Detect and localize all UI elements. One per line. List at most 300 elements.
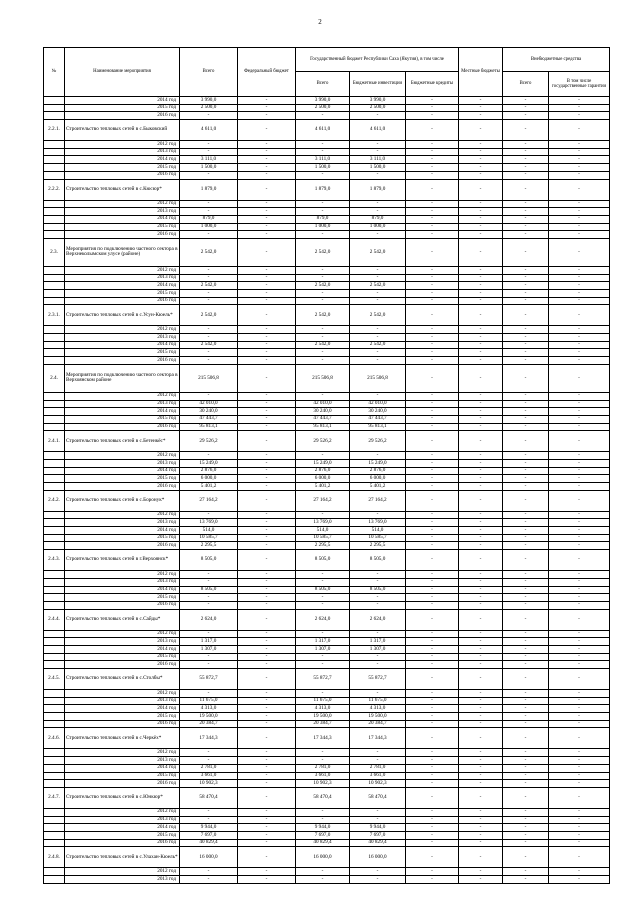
cell-federal: - — [238, 282, 296, 290]
cell-extra-guaranteed: - — [549, 208, 610, 216]
cell-total: 1 317,0 — [180, 638, 238, 646]
cell-extra-guaranteed: - — [549, 141, 610, 149]
cell-local: - — [459, 179, 503, 200]
cell-year: 2013 год — [65, 757, 180, 765]
cell-total: - — [180, 290, 238, 298]
cell-number — [44, 630, 65, 638]
cell-year: 2014 год — [65, 705, 180, 713]
cell-rep-capital: 55 872,7 — [350, 669, 406, 690]
cell-federal: - — [238, 231, 296, 239]
cell-rep-capital: - — [350, 594, 406, 602]
cell-extra-guaranteed: - — [549, 780, 610, 788]
cell-federal: - — [238, 609, 296, 630]
cell-federal: - — [238, 780, 296, 788]
cell-number: 2.4.8. — [44, 847, 65, 868]
cell-local: - — [459, 392, 503, 400]
table-row-year — [44, 586, 610, 594]
cell-federal: - — [238, 215, 296, 223]
cell-year: 2015 год — [65, 349, 180, 357]
cell-rep-capital: 215 506,8 — [350, 364, 406, 392]
cell-rep-capital: 2 500,0 — [350, 104, 406, 112]
cell-local: - — [459, 527, 503, 535]
cell-extra-total: - — [503, 527, 549, 535]
table-row-item — [44, 120, 610, 141]
table-row-year — [44, 831, 610, 839]
cell-measure-name: Строительство тепловых сетей в с.Кюсюр* — [65, 179, 180, 200]
cell-total: 2 624,0 — [180, 609, 238, 630]
cell-number — [44, 297, 65, 305]
table-row-year — [44, 148, 610, 156]
cell-rep-total: 3 111,0 — [296, 156, 350, 164]
cell-number — [44, 690, 65, 698]
table-row-year — [44, 571, 610, 579]
cell-rep-capital: - — [350, 876, 406, 884]
cell-rep-total: - — [296, 452, 350, 460]
cell-number — [44, 511, 65, 519]
cell-rep-total: 1 000,0 — [296, 223, 350, 231]
cell-federal: - — [238, 720, 296, 728]
cell-total: 2 876,0 — [180, 467, 238, 475]
cell-total: - — [180, 392, 238, 400]
cell-measure-name: Строительство тепловых сетей в с.Сайды* — [65, 609, 180, 630]
cell-federal: - — [238, 364, 296, 392]
cell-local: - — [459, 669, 503, 690]
cell-rep-total: 7 697,0 — [296, 831, 350, 839]
cell-rep-credits: - — [406, 156, 459, 164]
cell-extra-guaranteed: - — [549, 847, 610, 868]
cell-rep-capital: 42 010,0 — [350, 400, 406, 408]
cell-rep-credits: - — [406, 816, 459, 824]
cell-extra-total: - — [503, 542, 549, 550]
table-row-year — [44, 231, 610, 239]
cell-number — [44, 171, 65, 179]
table-row-year — [44, 483, 610, 491]
cell-year: 2015 год — [65, 104, 180, 112]
cell-federal: - — [238, 408, 296, 416]
cell-local: - — [459, 483, 503, 491]
cell-local: - — [459, 326, 503, 334]
cell-federal: - — [238, 141, 296, 149]
cell-rep-credits: - — [406, 483, 459, 491]
cell-rep-capital: 40 829,4 — [350, 839, 406, 847]
cell-rep-credits: - — [406, 120, 459, 141]
cell-rep-credits: - — [406, 164, 459, 172]
cell-total: - — [180, 452, 238, 460]
cell-number — [44, 808, 65, 816]
cell-extra-guaranteed: - — [549, 757, 610, 765]
cell-extra-total: - — [503, 571, 549, 579]
cell-extra-guaranteed: - — [549, 364, 610, 392]
cell-rep-credits: - — [406, 839, 459, 847]
cell-year: 2013 год — [65, 459, 180, 467]
cell-rep-capital: - — [350, 141, 406, 149]
cell-total: - — [180, 571, 238, 579]
cell-rep-capital: - — [350, 334, 406, 342]
cell-rep-capital: - — [350, 601, 406, 609]
table-row-item — [44, 238, 610, 266]
cell-extra-guaranteed: - — [549, 609, 610, 630]
cell-rep-credits: - — [406, 357, 459, 365]
cell-year: 2016 год — [65, 231, 180, 239]
cell-total: - — [180, 808, 238, 816]
cell-rep-capital: 3 990,0 — [350, 97, 406, 105]
cell-rep-credits: - — [406, 808, 459, 816]
cell-local: - — [459, 661, 503, 669]
cell-extra-guaranteed: - — [549, 831, 610, 839]
cell-total: - — [180, 690, 238, 698]
cell-rep-credits: - — [406, 171, 459, 179]
cell-rep-credits: - — [406, 757, 459, 765]
cell-rep-capital: - — [350, 208, 406, 216]
cell-federal: - — [238, 156, 296, 164]
cell-extra-total: - — [503, 511, 549, 519]
cell-rep-capital: 2 542,0 — [350, 282, 406, 290]
cell-rep-capital: - — [350, 148, 406, 156]
cell-rep-capital: 1 000,0 — [350, 223, 406, 231]
cell-rep-capital: 15 249,0 — [350, 459, 406, 467]
cell-rep-total: - — [296, 594, 350, 602]
cell-rep-capital: - — [350, 171, 406, 179]
cell-rep-capital: 17 344,3 — [350, 728, 406, 749]
cell-year: 2012 год — [65, 571, 180, 579]
cell-rep-total: 2 295,5 — [296, 542, 350, 550]
cell-rep-capital: 9 944,0 — [350, 824, 406, 832]
table-row-year — [44, 542, 610, 550]
cell-extra-total: - — [503, 697, 549, 705]
cell-local: - — [459, 824, 503, 832]
cell-rep-credits: - — [406, 728, 459, 749]
cell-rep-credits: - — [406, 179, 459, 200]
table-row-year — [44, 164, 610, 172]
cell-extra-total: - — [503, 780, 549, 788]
cell-federal: - — [238, 519, 296, 527]
cell-local: - — [459, 364, 503, 392]
table-row-year — [44, 326, 610, 334]
cell-local: - — [459, 200, 503, 208]
cell-rep-total: 4 611,0 — [296, 120, 350, 141]
cell-rep-total: - — [296, 200, 350, 208]
cell-extra-guaranteed: - — [549, 349, 610, 357]
cell-rep-total: 514,0 — [296, 527, 350, 535]
cell-rep-total: - — [296, 334, 350, 342]
cell-year: 2012 год — [65, 630, 180, 638]
cell-extra-total: - — [503, 141, 549, 149]
table-body — [44, 97, 610, 884]
cell-total: - — [180, 630, 238, 638]
cell-extra-guaranteed: - — [549, 400, 610, 408]
cell-extra-total: - — [503, 392, 549, 400]
cell-rep-credits: - — [406, 223, 459, 231]
cell-measure-name: Строительство тепловых сетей в с.Столбы* — [65, 669, 180, 690]
cell-rep-capital: 13 769,0 — [350, 519, 406, 527]
cell-rep-total: - — [296, 349, 350, 357]
cell-year: 2012 год — [65, 511, 180, 519]
cell-extra-guaranteed: - — [549, 431, 610, 452]
table-row-year — [44, 638, 610, 646]
cell-extra-guaranteed: - — [549, 341, 610, 349]
cell-federal: - — [238, 705, 296, 713]
cell-total: 58 470,4 — [180, 787, 238, 808]
cell-local: - — [459, 578, 503, 586]
cell-rep-total: - — [296, 148, 350, 156]
cell-rep-credits: - — [406, 415, 459, 423]
table-row-year — [44, 839, 610, 847]
cell-extra-total: - — [503, 705, 549, 713]
table-row-year — [44, 720, 610, 728]
cell-rep-total: 5 401,2 — [296, 483, 350, 491]
cell-rep-credits: - — [406, 847, 459, 868]
cell-local: - — [459, 764, 503, 772]
cell-rep-capital: 3 111,0 — [350, 156, 406, 164]
cell-rep-credits: - — [406, 764, 459, 772]
cell-number — [44, 645, 65, 653]
table-row-year — [44, 816, 610, 824]
cell-rep-total: 20 384,7 — [296, 720, 350, 728]
cell-rep-capital: - — [350, 392, 406, 400]
cell-rep-credits: - — [406, 571, 459, 579]
cell-extra-guaranteed: - — [549, 868, 610, 876]
cell-number — [44, 571, 65, 579]
cell-rep-capital: 11 675,0 — [350, 697, 406, 705]
cell-rep-capital: 6 000,0 — [350, 475, 406, 483]
cell-rep-total: 2 542,0 — [296, 305, 350, 326]
cell-extra-guaranteed: - — [549, 787, 610, 808]
cell-rep-credits: - — [406, 349, 459, 357]
cell-extra-guaranteed: - — [549, 171, 610, 179]
cell-number — [44, 876, 65, 884]
cell-total: 2 542,0 — [180, 238, 238, 266]
cell-rep-total: - — [296, 112, 350, 120]
cell-extra-guaranteed: - — [549, 550, 610, 571]
cell-local: - — [459, 459, 503, 467]
cell-total: 4 313,0 — [180, 705, 238, 713]
cell-total: 11 675,0 — [180, 697, 238, 705]
cell-year: 2016 год — [65, 780, 180, 788]
cell-year: 2012 год — [65, 326, 180, 334]
cell-federal: - — [238, 749, 296, 757]
cell-number — [44, 764, 65, 772]
cell-extra-total: - — [503, 749, 549, 757]
cell-rep-credits: - — [406, 578, 459, 586]
table-row-year — [44, 757, 610, 765]
cell-rep-capital: - — [350, 661, 406, 669]
cell-extra-guaranteed: - — [549, 467, 610, 475]
cell-local: - — [459, 519, 503, 527]
cell-number — [44, 274, 65, 282]
cell-number — [44, 415, 65, 423]
cell-federal: - — [238, 200, 296, 208]
cell-year: 2013 год — [65, 519, 180, 527]
cell-local: - — [459, 156, 503, 164]
cell-local: - — [459, 274, 503, 282]
cell-total: 2 542,0 — [180, 282, 238, 290]
cell-year: 2012 год — [65, 868, 180, 876]
cell-rep-capital: 2 624,0 — [350, 609, 406, 630]
cell-year: 2015 год — [65, 534, 180, 542]
cell-federal: - — [238, 571, 296, 579]
cell-federal: - — [238, 511, 296, 519]
cell-number — [44, 527, 65, 535]
cell-rep-total: 13 769,0 — [296, 519, 350, 527]
table-row-year — [44, 423, 610, 431]
cell-extra-total: - — [503, 148, 549, 156]
table-row-year — [44, 697, 610, 705]
cell-rep-credits: - — [406, 601, 459, 609]
cell-total: 16 000,0 — [180, 847, 238, 868]
cell-federal: - — [238, 839, 296, 847]
cell-extra-total: - — [503, 847, 549, 868]
cell-rep-total: - — [296, 297, 350, 305]
cell-rep-capital: 58 470,4 — [350, 787, 406, 808]
cell-rep-capital: 2 781,0 — [350, 764, 406, 772]
cell-number: 2.4.1. — [44, 431, 65, 452]
cell-extra-guaranteed: - — [549, 713, 610, 721]
cell-rep-total: - — [296, 511, 350, 519]
cell-rep-capital: - — [350, 690, 406, 698]
cell-extra-guaranteed: - — [549, 690, 610, 698]
cell-federal: - — [238, 638, 296, 646]
cell-number — [44, 400, 65, 408]
cell-year: 2014 год — [65, 467, 180, 475]
cell-federal: - — [238, 847, 296, 868]
cell-rep-total: - — [296, 757, 350, 765]
cell-year: 2015 год — [65, 290, 180, 298]
cell-rep-total: 10 902,3 — [296, 780, 350, 788]
cell-total: - — [180, 171, 238, 179]
cell-number — [44, 578, 65, 586]
cell-rep-credits: - — [406, 772, 459, 780]
cell-total: 9 944,0 — [180, 824, 238, 832]
cell-extra-total: - — [503, 305, 549, 326]
cell-number — [44, 266, 65, 274]
cell-federal: - — [238, 326, 296, 334]
cell-extra-total: - — [503, 408, 549, 416]
cell-local: - — [459, 475, 503, 483]
header-rep-capital: Бюджетные инвестиции — [350, 72, 406, 97]
cell-extra-guaranteed: - — [549, 571, 610, 579]
cell-rep-total: 215 506,8 — [296, 364, 350, 392]
cell-number — [44, 780, 65, 788]
table-row-year — [44, 141, 610, 149]
cell-total: - — [180, 357, 238, 365]
cell-extra-total: - — [503, 334, 549, 342]
cell-year: 2016 год — [65, 661, 180, 669]
cell-rep-credits: - — [406, 630, 459, 638]
cell-rep-capital: 10 902,3 — [350, 780, 406, 788]
cell-rep-capital: - — [350, 511, 406, 519]
cell-rep-capital: - — [350, 274, 406, 282]
cell-extra-guaranteed: - — [549, 415, 610, 423]
cell-rep-credits: - — [406, 326, 459, 334]
cell-extra-total: - — [503, 179, 549, 200]
cell-rep-total: 879,0 — [296, 215, 350, 223]
cell-rep-capital: - — [350, 571, 406, 579]
cell-extra-total: - — [503, 156, 549, 164]
cell-local: - — [459, 705, 503, 713]
cell-total: - — [180, 112, 238, 120]
cell-federal: - — [238, 808, 296, 816]
cell-number — [44, 483, 65, 491]
cell-federal: - — [238, 208, 296, 216]
cell-rep-credits: - — [406, 542, 459, 550]
cell-extra-guaranteed: - — [549, 808, 610, 816]
cell-extra-total: - — [503, 720, 549, 728]
cell-rep-credits: - — [406, 238, 459, 266]
cell-number — [44, 653, 65, 661]
cell-total: 879,0 — [180, 215, 238, 223]
cell-rep-credits: - — [406, 305, 459, 326]
cell-federal: - — [238, 831, 296, 839]
cell-extra-guaranteed: - — [549, 156, 610, 164]
cell-extra-total: - — [503, 231, 549, 239]
cell-number — [44, 141, 65, 149]
cell-federal: - — [238, 542, 296, 550]
cell-number: 2.4.5. — [44, 669, 65, 690]
cell-total: - — [180, 326, 238, 334]
cell-total: 4 611,0 — [180, 120, 238, 141]
cell-number — [44, 816, 65, 824]
cell-extra-total: - — [503, 97, 549, 105]
cell-extra-total: - — [503, 586, 549, 594]
cell-extra-guaranteed: - — [549, 490, 610, 511]
cell-local: - — [459, 215, 503, 223]
cell-extra-total: - — [503, 200, 549, 208]
cell-rep-capital: - — [350, 326, 406, 334]
cell-local: - — [459, 534, 503, 542]
cell-rep-total: 2 542,0 — [296, 282, 350, 290]
cell-local: - — [459, 334, 503, 342]
cell-federal: - — [238, 392, 296, 400]
cell-rep-capital: 8 505,0 — [350, 550, 406, 571]
cell-local: - — [459, 148, 503, 156]
cell-year: 2014 год — [65, 341, 180, 349]
cell-rep-total: 1 317,0 — [296, 638, 350, 646]
cell-extra-total: - — [503, 215, 549, 223]
cell-rep-capital: 2 542,0 — [350, 341, 406, 349]
cell-federal: - — [238, 297, 296, 305]
cell-number: 2.3. — [44, 238, 65, 266]
cell-local: - — [459, 868, 503, 876]
cell-rep-credits: - — [406, 408, 459, 416]
cell-total: - — [180, 876, 238, 884]
cell-number — [44, 868, 65, 876]
cell-measure-name: Строительство тепловых сетей в с.Усун-Кюель* — [65, 305, 180, 326]
cell-extra-guaranteed: - — [549, 645, 610, 653]
cell-year: 2012 год — [65, 749, 180, 757]
cell-extra-guaranteed: - — [549, 578, 610, 586]
cell-local: - — [459, 400, 503, 408]
cell-extra-guaranteed: - — [549, 586, 610, 594]
cell-rep-capital: 10 585,7 — [350, 534, 406, 542]
cell-local: - — [459, 653, 503, 661]
cell-year: 2016 год — [65, 297, 180, 305]
cell-rep-total: 42 010,0 — [296, 400, 350, 408]
table-row-item — [44, 728, 610, 749]
cell-rep-total: 2 542,0 — [296, 238, 350, 266]
cell-rep-capital: - — [350, 578, 406, 586]
cell-rep-capital: - — [350, 200, 406, 208]
cell-federal: - — [238, 868, 296, 876]
cell-rep-credits: - — [406, 645, 459, 653]
cell-extra-total: - — [503, 208, 549, 216]
cell-extra-total: - — [503, 824, 549, 832]
table-row-year — [44, 349, 610, 357]
cell-measure-name: Строительство тепловых сетей в с.Боронук* — [65, 490, 180, 511]
table-row-item — [44, 305, 610, 326]
cell-year: 2016 год — [65, 112, 180, 120]
cell-extra-guaranteed: - — [549, 423, 610, 431]
cell-number: 2.4.2. — [44, 490, 65, 511]
